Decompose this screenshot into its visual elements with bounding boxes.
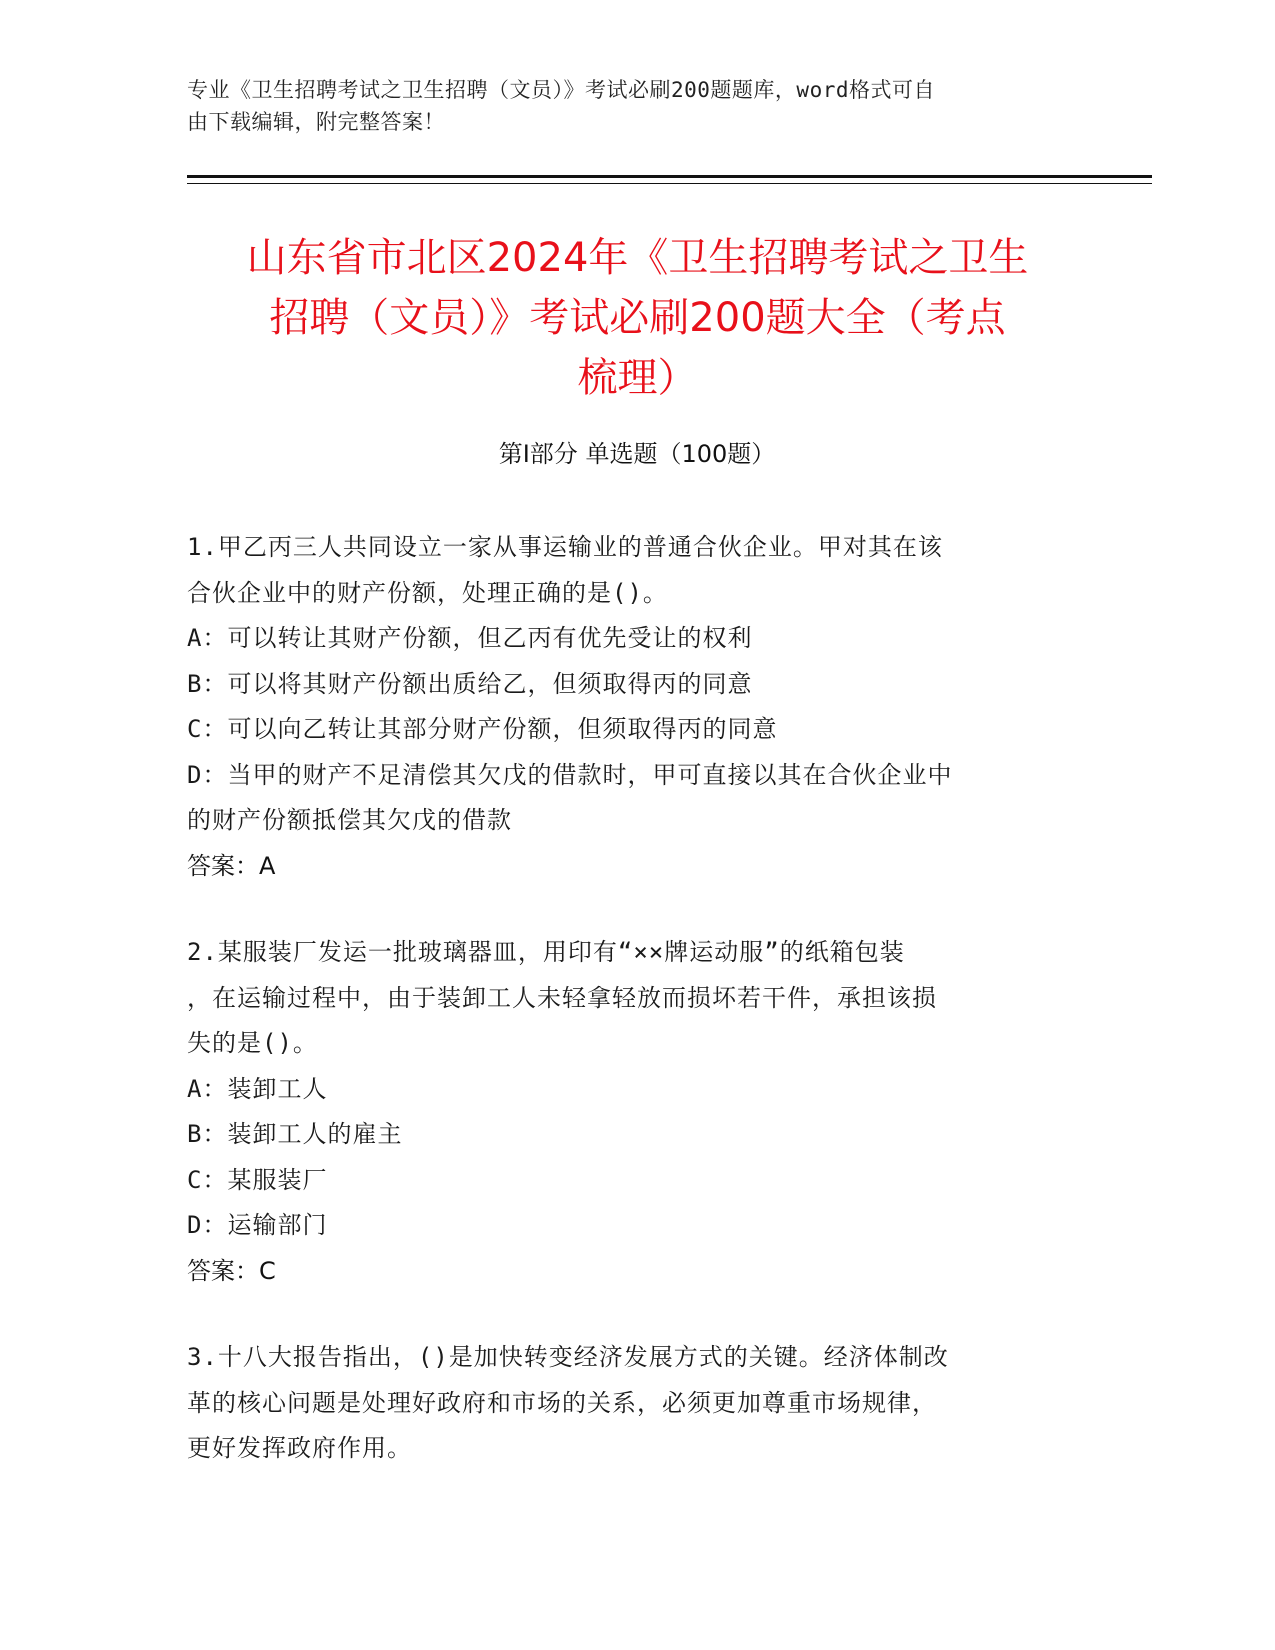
header-note bbox=[187, 74, 1067, 138]
question-stem-line: 更好发挥政府作用。 bbox=[187, 1434, 412, 1462]
title-line: 招聘（文员）》考试必刷200题大全（考点 bbox=[269, 295, 1006, 341]
option-b: B：装卸工人的雇主 bbox=[187, 1120, 403, 1148]
question-stem-line: 3.十八大报告指出，()是加快转变经济发展方式的关键。经济体制改 bbox=[187, 1343, 949, 1371]
header-rule-thick bbox=[187, 175, 1152, 178]
question-3 bbox=[187, 1335, 1067, 1472]
header-note-line: 专业《卫生招聘考试之卫生招聘（文员）》考试必刷200题题库，word格式可自 bbox=[187, 78, 935, 102]
option-d: D：运输部门 bbox=[187, 1211, 328, 1239]
header-rule-thin bbox=[187, 183, 1152, 184]
question-stem-line: 革的核心问题是处理好政府和市场的关系，必须更加尊重市场规律， bbox=[187, 1388, 937, 1417]
option-a: A：可以转让其财产份额，但乙丙有优先受让的权利 bbox=[187, 624, 753, 652]
question-1 bbox=[187, 525, 1067, 889]
question-stem-line: 合伙企业中的财产份额，处理正确的是()。 bbox=[187, 578, 668, 607]
section-heading: 第I部分 单选题（100题） bbox=[498, 440, 776, 468]
question-stem-line: 2.某服装厂发运一批玻璃器皿，用印有“××牌运动服”的纸箱包装 bbox=[187, 938, 905, 966]
question-stem-line: 失的是()。 bbox=[187, 1029, 318, 1057]
title-line: 梳理） bbox=[577, 355, 698, 401]
option-a: A：装卸工人 bbox=[187, 1074, 328, 1103]
answer-line: 答案：C bbox=[187, 1256, 276, 1285]
title-line: 山东省市北区2024年《卫生招聘考试之卫生 bbox=[246, 235, 1029, 281]
option-b: B：可以将其财产份额出质给乙，但须取得丙的同意 bbox=[187, 669, 753, 698]
document-title bbox=[150, 228, 1125, 408]
header-note-line: 由下载编辑，附完整答案！ bbox=[187, 110, 445, 134]
question-2 bbox=[187, 930, 1067, 1294]
option-d: D：当甲的财产不足清偿其欠戊的借款时，甲可直接以其在合伙企业中 bbox=[187, 760, 953, 789]
option-d-continued: 的财产份额抵偿其欠戊的借款 bbox=[187, 806, 512, 834]
option-c: C：某服装厂 bbox=[187, 1165, 328, 1194]
answer-line: 答案：A bbox=[187, 851, 276, 880]
option-c: C：可以向乙转让其部分财产份额，但须取得丙的同意 bbox=[187, 715, 778, 743]
question-stem-line: 1.甲乙丙三人共同设立一家从事运输业的普通合伙企业。甲对其在该 bbox=[187, 533, 943, 561]
question-stem-line: ，在运输过程中，由于装卸工人未轻拿轻放而损坏若干件，承担该损 bbox=[187, 983, 937, 1012]
